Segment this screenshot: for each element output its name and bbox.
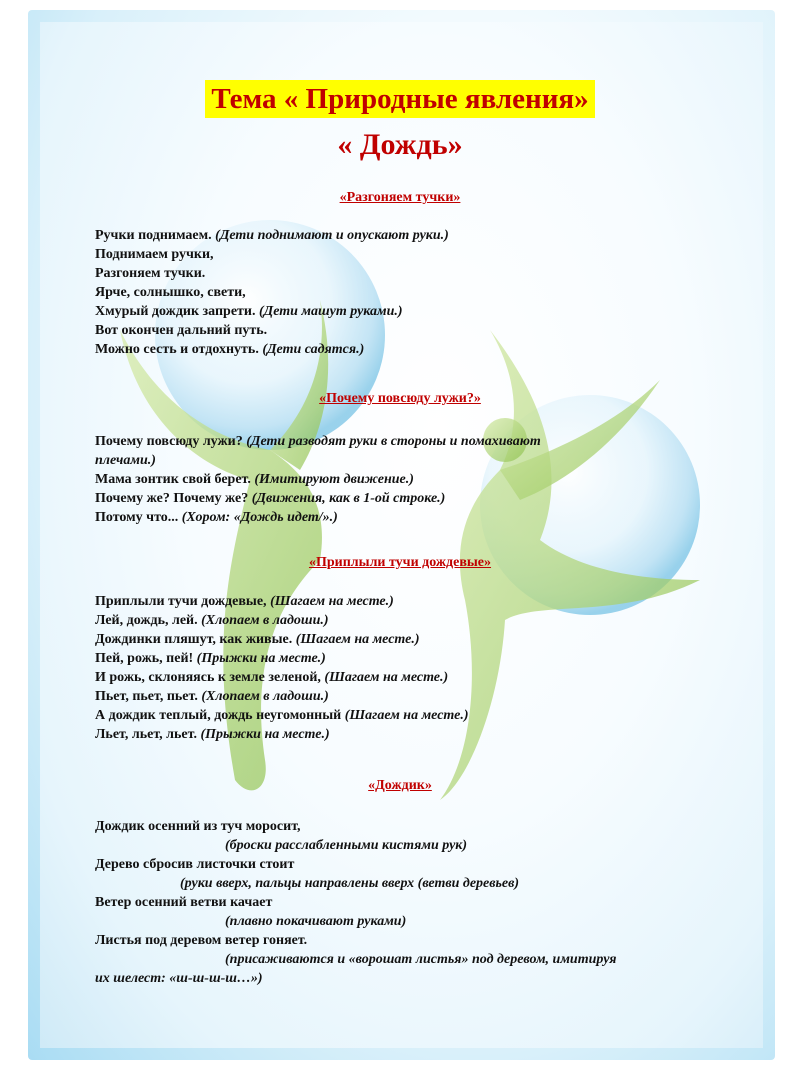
- section-heading: «Приплыли тучи дождевые»: [308, 555, 492, 570]
- verse-line: Дождик осенний из туч моросит,: [95, 819, 301, 834]
- verse-line: Лей, дождь, лей. (Хлопаем в ладоши.): [95, 613, 329, 628]
- verse-line: Потому что... (Хором: «Дождь идет/».): [95, 510, 338, 525]
- verse-line: И рожь, склоняясь к земле зеленой, (Шагаем на месте.): [95, 670, 449, 685]
- section-heading: «Разгоняем тучки»: [339, 190, 461, 205]
- verse-line: Поднимаем ручки,: [95, 247, 214, 262]
- verse-line: Хмурый дождик запрети. (Дети машут руками.): [95, 304, 403, 319]
- section-lines: [95, 226, 735, 359]
- verse-line: Вот окончен дальний путь.: [95, 323, 268, 338]
- verse-line: Ветер осенний ветви качает: [95, 895, 273, 910]
- page-title: Тема « Природные явления»: [205, 80, 594, 118]
- verse-line: Почему же? Почему же? (Движения, как в 1-ой строке.): [95, 491, 446, 506]
- verse-line: А дождик теплый, дождь неугомонный (Шагаем на месте.): [95, 708, 469, 723]
- verse-line: Пей, рожь, пей! (Прыжки на месте.): [95, 651, 326, 666]
- section-lines: [95, 592, 735, 744]
- verse-line: плечами.): [95, 453, 156, 468]
- verse-line: Ярче, солнышко, свети,: [95, 285, 246, 300]
- section-heading: «Дождик»: [368, 778, 432, 793]
- verse-line: Почему повсюду лужи? (Дети разводят руки в стороны и помахивают: [95, 434, 541, 449]
- verse-line: их шелест: «ш-ш-ш-ш…»): [95, 971, 263, 986]
- verse-line: Разгоняем тучки.: [95, 266, 206, 281]
- verse-line: Можно сесть и отдохнуть. (Дети садятся.): [95, 342, 365, 357]
- section-lines: [95, 432, 735, 527]
- verse-line: Пьет, пьет, пьет. (Хлопаем в ладоши.): [95, 689, 329, 704]
- verse-line: Дождинки пляшут, как живые. (Шагаем на месте.): [95, 632, 420, 647]
- page-subtitle: « Дождь»: [337, 128, 463, 161]
- section-heading: «Почему повсюду лужи?»: [319, 391, 481, 406]
- verse-line: Ручки поднимаем. (Дети поднимают и опускают руки.): [95, 228, 449, 243]
- verse-line: Мама зонтик свой берет. (Имитируют движение.): [95, 472, 414, 487]
- verse-line: (броски расслабленными кистями рук): [225, 838, 468, 853]
- verse-line: (плавно покачивают руками): [225, 914, 407, 929]
- verse-line: (присаживаются и «ворошат листья» под деревом, имитируя: [225, 952, 617, 967]
- verse-line: Дерево сбросив листочки стоит: [95, 857, 295, 872]
- verse-line: Листья под деревом ветер гоняет.: [95, 933, 308, 948]
- verse-line: (руки вверх, пальцы направлены вверх (ветви деревьев): [180, 876, 520, 891]
- verse-line: Льет, льет, льет. (Прыжки на месте.): [95, 727, 330, 742]
- verse-line: Приплыли тучи дождевые, (Шагаем на месте.): [95, 594, 394, 609]
- section-lines: [95, 817, 735, 988]
